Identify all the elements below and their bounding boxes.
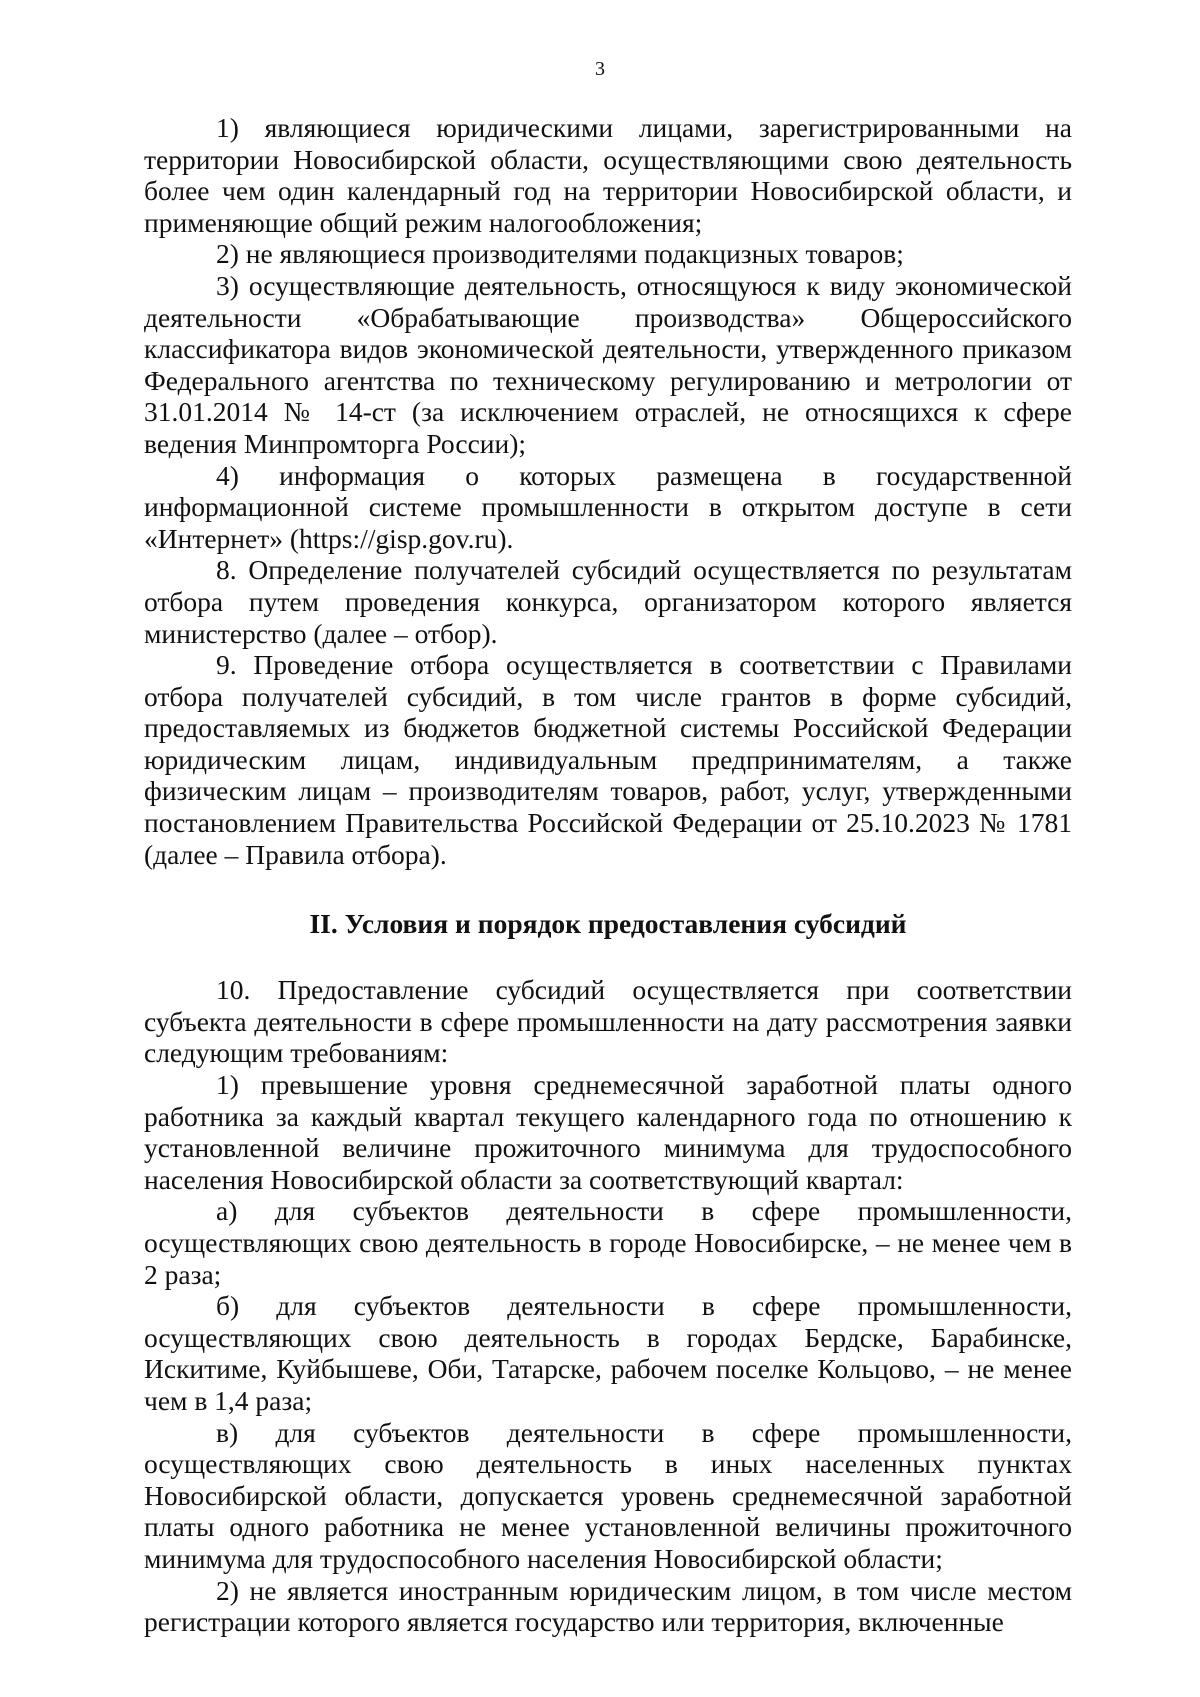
page-number: 3 [595,58,605,80]
section-heading: II. Условия и порядок предоставления субсидий [309,908,907,940]
document-body [144,112,1072,1638]
paragraph: 2) не являющиеся производителями подакцизных товаров; [216,238,904,270]
paragraph: 2) не является иностранным юридическим лицом, в том числе местом регистрации которого является государство или территория, включенные [144,1574,1072,1638]
paragraph: 9. Проведение отбора осуществляется в соответствии с Правилами отбора получателей субсидий, в том числе грантов в форме субсидий, предоставляемых из бюджетов бюджетной системы Российской Федерации юридическим лицам, индивидуальным предпринимателям, а также физическим лицам – производителям товаров, работ, услуг, утвержденными постановлением Правительства Российской Федерации от 25.10.2023 № 1781 (далее – Правила отбора). [144,649,1072,870]
paragraph: в) для субъектов деятельности в сфере промышленности, осуществляющих свою деятельность в иных населенных пунктах Новосибирской области, допускается уровень среднемесячной заработной платы одного работника не менее установленной величины прожиточного минимума для трудоспособного населения Новосибирской области; [144,1416,1072,1574]
paragraph: б) для субъектов деятельности в сфере промышленности, осуществляющих свою деятельность в городах Бердске, Барабинске, Искитиме, Куйбышеве, Оби, Татарске, рабочем поселке Кольцово, – не менее чем в 1,4 раза; [144,1290,1072,1416]
paragraph: 1) превышение уровня среднемесячной заработной платы одного работника за каждый квартал текущего календарного года по отношению к установленной величине прожиточного минимума для трудоспособного населения Новосибирской области за соответствующий квартал: [144,1069,1072,1195]
paragraph: 10. Предоставление субсидий осуществляется при соответствии субъекта деятельности в сфере промышленности на дату рассмотрения заявки следующим требованиям: [144,974,1072,1069]
paragraph: 1) являющиеся юридическими лицами, зарегистрированными на территории Новосибирской области, осуществляющими свою деятельность более чем один календарный год на территории Новосибирской области, и применяющие общий режим налогообложения; [144,112,1072,238]
paragraph: 4) информация о которых размещена в государственной информационной системе промышленности в открытом доступе в сети «Интернет» (https://gisp.gov.ru). [144,459,1072,554]
paragraph: 3) осуществляющие деятельность, относящуюся к виду экономической деятельности «Обрабатывающие производства» Общероссийского классификатора видов экономической деятельности, утвержденного приказом Федерального агентства по техническому регулированию и метрологии от 31.01.2014 № 14-ст (за исключением отраслей, не относящихся к сфере ведения Минпромторга России); [144,269,1072,459]
paragraph: а) для субъектов деятельности в сфере промышленности, осуществляющих свою деятельность в городе Новосибирске, – не менее чем в 2 раза; [144,1195,1072,1290]
paragraph: 8. Определение получателей субсидий осуществляется по результатам отбора путем проведения конкурса, организатором которого является министерство (далее – отбор). [144,554,1072,649]
